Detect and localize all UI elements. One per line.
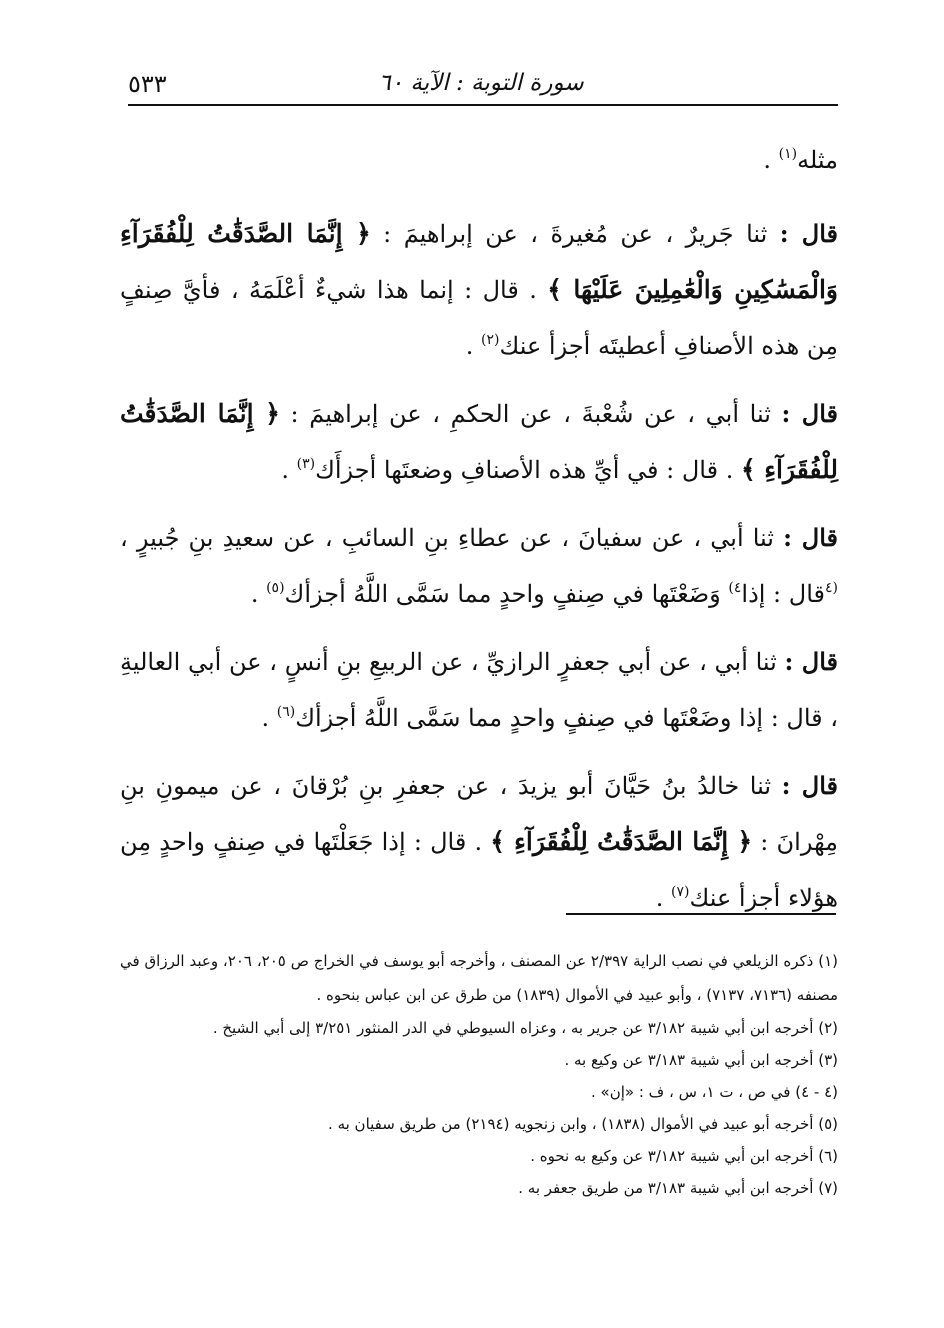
paragraph-3 [120, 386, 838, 498]
paragraph-lead: قال : [779, 219, 838, 248]
paragraph-lead: قال : [781, 399, 838, 428]
paragraph-4 [120, 510, 838, 622]
footnote-ref-open: (٤ [825, 580, 838, 596]
footnote-6: (٦) أخرجه ابن أبي شيبة ٣/١٨٢ عن وكيع به نحوه . [530, 1147, 838, 1165]
paragraph-5 [120, 634, 838, 746]
paragraph-lead: قال : [781, 771, 838, 800]
paragraph-tail: . [763, 146, 779, 174]
paragraph-text-2: . قال : إنما هذا شيءٌ أعْلَمَهُ ، فأيَّ صِنفٍ مِن هذه الأصنافِ أعطيتَه أجزأ عنك [120, 276, 838, 360]
paragraph-lead: قال : [783, 523, 839, 552]
footnote-ref: (٣) [296, 456, 316, 472]
footnote-1: (١) ذكره الزيلعي في نصب الراية ٢/٣٩٧ عن المصنف ، وأخرجه أبو يوسف في الخراج ص ٢٠٥، ٢٠٦، وعبد الرزاق في مصنفه (٧١٣٦، ٧١٣٧) ، وأبو عبيد في الأموال (١٨٣٩) من طرق عن ابن عباس بنحوه . [120, 952, 839, 1004]
quran-quote: ﴿ إِنَّمَا الصَّدَقَٰتُ لِلْفُقَرَآءِ ﴾ [490, 827, 753, 856]
paragraph-tail: . [655, 884, 672, 912]
footnote-ref: (٢) [481, 332, 500, 348]
header-rule [128, 104, 838, 106]
paragraph-tail: . [281, 456, 297, 484]
paragraph-6 [120, 758, 838, 926]
footnote-ref: (٦) [276, 704, 296, 720]
footnote-2: (٢) أخرجه ابن أبي شيبة ٣/١٨٢ عن جرير به ، وعزاه السيوطي في الدر المنثور ٣/٢٥١ إلى أبي الشيخ . [212, 1019, 838, 1037]
paragraph-text: ثنا أبي ، عن أبي جعفرٍ الرازيِّ ، عن الربيعِ بنِ أنسٍ ، عن أبي العاليةِ ، قال : إذا وضَعْتَها في صِنفٍ واحدٍ مما سَمَّى اللَّهُ أجزأك [120, 648, 838, 732]
paragraph-text-2: . قال : إذا جَعَلْتَها في صِنفٍ واحدٍ مِن هؤلاء أجزأ عنك [120, 828, 838, 912]
footnotes [120, 944, 838, 1204]
paragraph-text: ثنا خالدُ بنُ حَيَّانَ أبو يزيدَ ، عن جعفرِ بنِ بُرْقانَ ، عن ميمونِ بنِ مِهْرانَ : [120, 772, 838, 856]
running-title: سورة التوبة : الآية ٦٠ [378, 70, 584, 96]
paragraph-2 [120, 206, 838, 374]
paragraph-tail: . [465, 332, 482, 360]
footnote-ref: (١) [778, 146, 798, 162]
page-number: ٥٣٣ [128, 70, 167, 98]
paragraph-tail: . [250, 580, 267, 608]
main-text [120, 132, 838, 938]
paragraph-text: ثنا جَريرٌ ، عن مُغيرةَ ، عن إبراهيمَ : [370, 220, 780, 248]
footnote-ref: (٥) [266, 580, 285, 596]
paragraph-tail: . [261, 704, 277, 732]
footnote-ref-close: ٤) [728, 580, 742, 596]
paragraph-lead: قال : [784, 647, 838, 676]
quran-quote: ﴿ إِنَّمَا الصَّدَقَٰتُ لِلْفُقَرَآءِ وَالْمَسَٰكِينِ وَالْعَٰمِلِينَ عَلَيْهَا ﴾ [120, 219, 838, 304]
paragraph-text: ثنا أبي ، عن شُعْبةَ ، عن الحكمِ ، عن إبراهيمَ : [279, 400, 782, 428]
paragraph-text: مثله [797, 146, 838, 174]
footnote-3: (٣) أخرجه ابن أبي شيبة ٣/١٨٣ عن وكيع به . [564, 1051, 838, 1069]
footnote-4: (٤ - ٤) في ص ، ت ١، س ، ف : «إن» . [591, 1083, 838, 1101]
paragraph-1 [120, 132, 838, 188]
paragraph-text-2: قال : إذا [741, 580, 825, 608]
paragraph-text: ثنا أبي ، عن سفيانَ ، عن عطاءِ بنِ السائبِ ، عن سعيدِ بنِ جُبيرٍ ، [120, 524, 784, 552]
quran-quote: ﴿ إِنَّمَا الصَّدَقَٰتُ لِلْفُقَرَآءِ ﴾ [120, 399, 838, 484]
footnote-rule [566, 913, 836, 915]
paragraph-text-2: . قال : في أيِّ هذه الأصنافِ وضعتَها أجزأَك [315, 456, 741, 484]
page-header [128, 58, 834, 98]
footnote-7: (٧) أخرجه ابن أبي شيبة ٣/١٨٣ من طريق جعفر به . [518, 1179, 838, 1197]
footnote-5: (٥) أخرجه أبو عبيد في الأموال (١٨٣٨) ، وابن زنجويه (٢١٩٤) من طريق سفيان به . [328, 1115, 838, 1133]
footnote-ref: (٧) [671, 884, 690, 900]
paragraph-text-3: وَضَعْتَها في صِنفٍ واحدٍ مما سَمَّى اللَّهُ أجزأك [284, 580, 729, 608]
